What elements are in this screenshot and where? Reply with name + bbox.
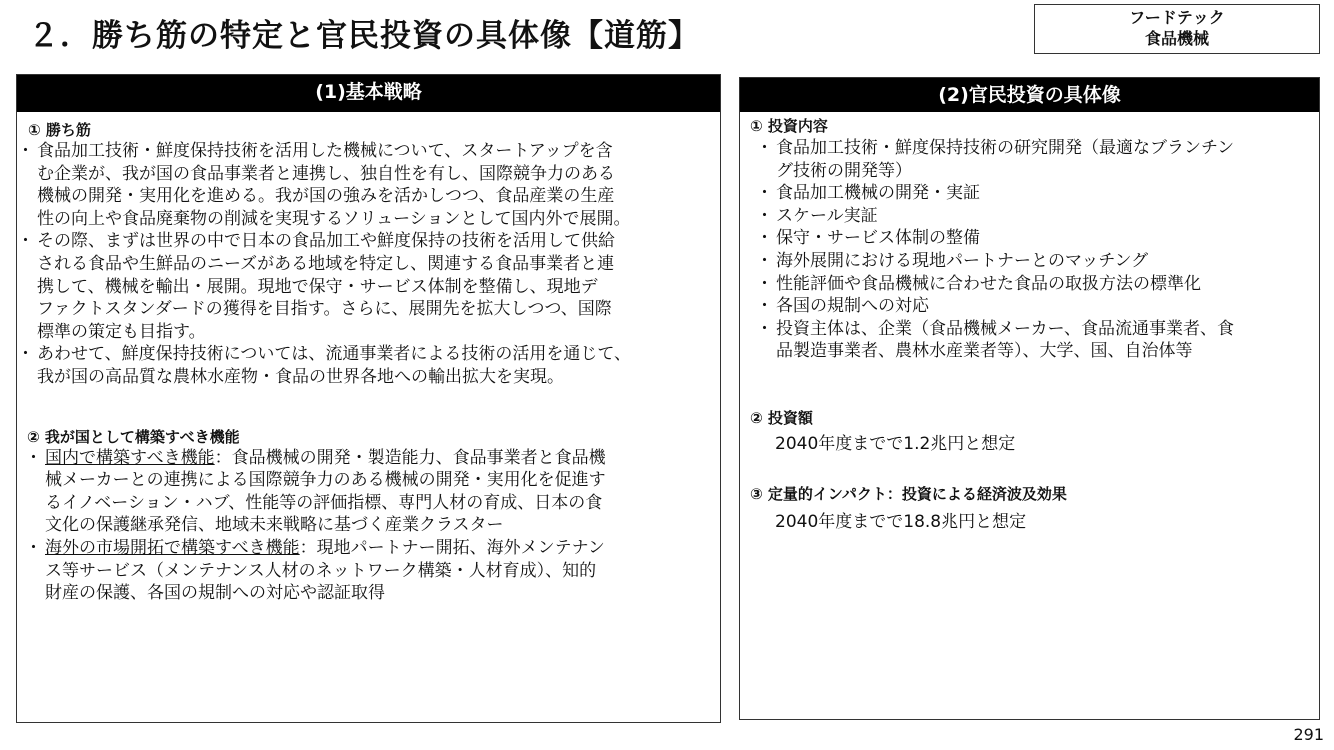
line: ファクトスタンダードの獲得を目指す。さらに、展開先を拡大しつつ、国際 — [37, 299, 612, 320]
impact-heading: ③ 定量的インパクト：投資による経済波及効果 — [750, 484, 1067, 503]
line: 携して、機械を輸出・展開。現地で保守・サービス体制を整備し、現地デ — [37, 276, 598, 297]
line: 文化の保護継承発信、地域未来戦略に基づく産業クラスター — [45, 515, 504, 536]
investment-content-heading: ① 投資内容 — [750, 117, 828, 135]
line: 各国の規制への対応 — [776, 296, 929, 317]
domestic-functions-item — [17, 447, 720, 537]
page-number: 291 — [1293, 725, 1324, 744]
investment-amount-text: 2040年度までで1.2兆円と想定 — [775, 433, 1016, 454]
line: 標準の策定も目指す。 — [37, 321, 206, 342]
bullet-mark: ・ — [756, 250, 773, 271]
investment-content-item — [748, 182, 1319, 205]
line: ス等サービス（メンテナンス人材のネットワーク構築・人材育成）、知的 — [45, 560, 597, 581]
overseas-functions-item — [17, 537, 720, 605]
line: 財産の保護、各国の規制への対応や認証取得 — [45, 583, 385, 604]
line: 機械の開発・実用化を進める。我が国の強みを活かしつつ、食品産業の生産 — [37, 186, 615, 207]
line: 保守・サービス体制の整備 — [776, 228, 980, 249]
line: 投資主体は、企業（食品機械メーカー、食品流通事業者、食 — [776, 318, 1234, 339]
investment-content-item — [748, 250, 1319, 273]
line: 食品加工機械の開発・実証 — [776, 183, 980, 204]
page-title: ２．勝ち筋の特定と官民投資の具体像【道筋】 — [28, 18, 700, 54]
investment-content-item — [748, 273, 1319, 296]
winning-path-item — [9, 343, 720, 388]
investment-content-item — [748, 137, 1319, 182]
line: グ技術の開発等） — [776, 160, 912, 181]
bullet-mark: ・ — [756, 138, 773, 158]
investment-content-item — [748, 205, 1319, 228]
line: あわせて、鮮度保持技術については、流通事業者による技術の活用を通じて、 — [37, 344, 631, 365]
line: される食品や生鮮品のニーズがある地域を特定し、関連する食品事業者と連 — [37, 253, 615, 274]
line: 性の向上や食品廃棄物の削減を実現するソリューションとして国内外で展開。 — [37, 208, 631, 229]
line: 械メーカーとの連携による国際競争力のある機械の開発・実用化を促進す — [45, 470, 606, 491]
bullet-mark: ・ — [756, 296, 773, 317]
basic-strategy-panel — [16, 74, 721, 723]
overseas-functions-text: ：現地パートナー開拓、海外メンテナン — [299, 537, 605, 558]
bullet-mark: ・ — [17, 231, 34, 252]
overseas-functions-label: 海外の市場開拓で構築すべき機能 — [45, 537, 300, 558]
domestic-functions-text: ：食品機械の開発・製造能力、食品事業者と食品機 — [214, 447, 606, 468]
line: 品製造事業者、農林水産業者等）、大学、国、自治体等 — [776, 341, 1193, 362]
bullet-mark: ・ — [17, 344, 34, 365]
domestic-functions-label: 国内で構築すべき機能 — [45, 447, 215, 468]
category-tag-line1: フードテック — [1129, 8, 1225, 27]
investment-header: (2)官民投資の具体像 — [740, 78, 1319, 112]
line: スケール実証 — [776, 205, 878, 226]
bullet-mark: ・ — [756, 205, 773, 226]
winning-path-heading: ① 勝ち筋 — [28, 121, 91, 139]
winning-path-item — [9, 230, 720, 343]
line: その際、まずは世界の中で日本の食品加工や鮮度保持の技術を活用して供給 — [37, 231, 615, 252]
bullet-mark: ・ — [756, 228, 773, 249]
line: む企業が、我が国の食品事業者と連携し、独自性を有し、国際競争力のある — [37, 163, 615, 184]
bullet-mark: ・ — [756, 273, 773, 294]
investment-content-item — [748, 295, 1319, 318]
winning-path-item — [9, 140, 720, 230]
required-functions-heading: ② 我が国として構築すべき機能 — [27, 427, 240, 446]
bullet-mark: ・ — [17, 141, 34, 161]
line: 性能評価や食品機械に合わせた食品の取扱方法の標準化 — [776, 273, 1201, 294]
category-tag — [1034, 4, 1320, 54]
bullet-mark: ・ — [756, 183, 773, 204]
bullet-mark: ・ — [25, 537, 42, 558]
investment-content-item — [748, 318, 1319, 363]
bullet-mark: ・ — [25, 447, 42, 468]
required-functions-list — [17, 447, 720, 605]
investment-panel — [739, 77, 1320, 720]
line: 我が国の高品質な農林水産物・食品の世界各地への輸出拡大を実現。 — [37, 366, 564, 387]
category-tag-line2: 食品機械 — [1144, 29, 1209, 48]
line: 食品加工技術・鮮度保持技術の研究開発（最適なブランチン — [776, 138, 1235, 158]
investment-content-item — [748, 227, 1319, 250]
impact-text: 2040年度までで18.8兆円と想定 — [775, 511, 1027, 532]
bullet-mark: ・ — [756, 318, 773, 339]
winning-path-list — [9, 140, 720, 389]
investment-content-list — [748, 137, 1319, 363]
line: 食品加工技術・鮮度保持技術を活用した機械について、スタートアップを含 — [37, 141, 613, 161]
basic-strategy-header: (1)基本戦略 — [17, 75, 720, 112]
line: るイノベーション・ハブ、性能等の評価指標、専門人材の育成、日本の食 — [45, 492, 603, 513]
line: 海外展開における現地パートナーとのマッチング — [776, 250, 1149, 271]
investment-amount-heading: ② 投資額 — [750, 408, 813, 427]
